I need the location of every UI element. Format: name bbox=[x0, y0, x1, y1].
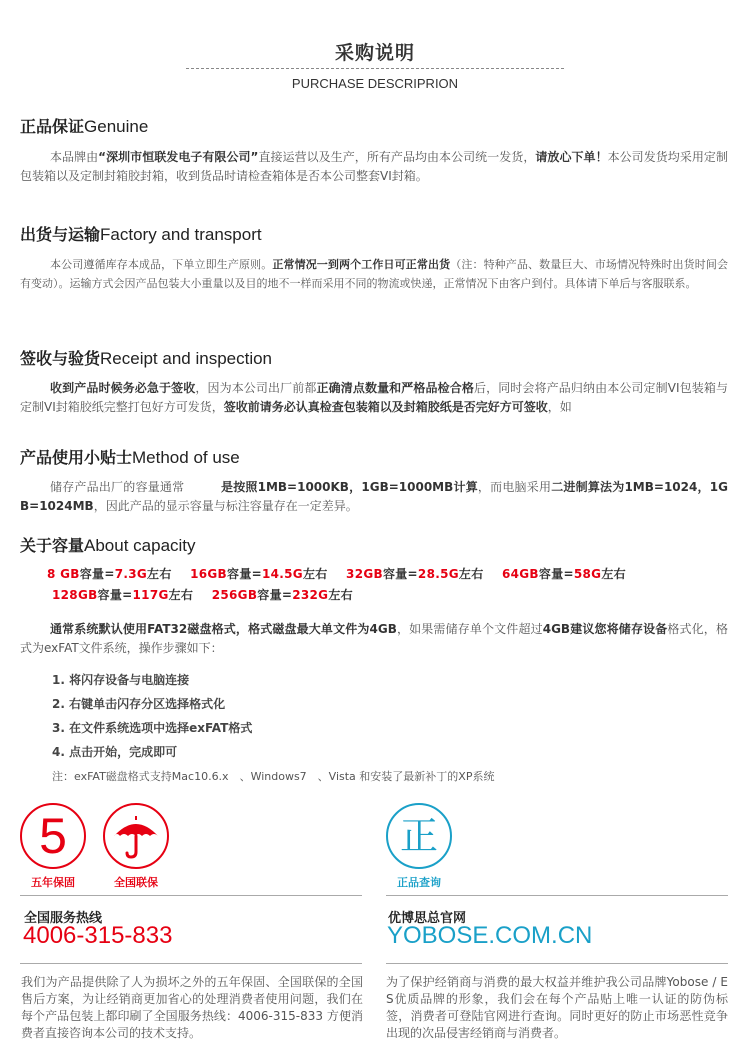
section-title-transport bbox=[20, 222, 262, 245]
text-bold: 通常系统默认使用FAT32磁盘格式，格式磁盘最大单文件为4GB bbox=[50, 622, 397, 636]
capacity-suffix: 左右 bbox=[302, 567, 328, 581]
section-title-cn: 正品保证 bbox=[20, 117, 85, 136]
page-subtitle: PURCHASE DESCRIPRION bbox=[291, 76, 459, 91]
genuine-check-badge bbox=[386, 803, 452, 869]
text-segment: 本公司遵循库存本成品，下单立即生产原则。 bbox=[50, 258, 273, 271]
capacity-size: 16GB bbox=[190, 567, 228, 581]
capacity-value: 7.3G bbox=[114, 567, 148, 581]
capacity-value: 58G bbox=[573, 567, 602, 581]
nationwide-badge bbox=[103, 803, 169, 869]
site-description: 为了保护经销商与消费的最大权益并维护我公司品牌Yobose / ES优质品牌的形象，我们会在每个产品贴上唯一认证的防伪标签，消费者可登陆官网进行查询。同时更好的防止市场恶性竞争出现的次品侵害经销商与消费者。 bbox=[386, 975, 728, 1040]
capacity-size: 32GB bbox=[346, 567, 383, 581]
capacity-suffix: 左右 bbox=[147, 567, 172, 581]
capacity-item bbox=[212, 588, 353, 602]
section-title-en: Receipt and inspection bbox=[100, 349, 273, 368]
text-bold: 二进制算法为1MB=1024，1GB=1024MB bbox=[20, 480, 728, 513]
section-title-en: Method of use bbox=[132, 448, 240, 467]
text-bold: 签收前请务必认真检查包装箱以及封箱胶纸是否完好方可签收 bbox=[223, 400, 548, 414]
capacity-label: 容量= bbox=[538, 567, 574, 581]
footer-divider-left-2 bbox=[20, 963, 362, 964]
capacity-value: 232G bbox=[292, 588, 329, 602]
text-segment: 本品牌由 bbox=[50, 150, 99, 164]
section-title-cn: 关于容量 bbox=[20, 536, 85, 555]
section-title-receipt bbox=[20, 346, 272, 369]
text-bold: 请放心下单！ bbox=[535, 150, 608, 164]
capacity-size: 128GB bbox=[52, 588, 98, 602]
capacity-row-1 bbox=[47, 565, 640, 582]
site-url-link[interactable]: YOBOSE.COM.CN bbox=[387, 922, 593, 949]
section-title-en: Factory and transport bbox=[100, 225, 262, 244]
section-title-cn: 签收与验货 bbox=[20, 349, 101, 368]
capacity-item bbox=[52, 588, 193, 602]
receipt-paragraph bbox=[20, 379, 728, 417]
capacity-label: 容量= bbox=[257, 588, 293, 602]
hotline-number[interactable]: 4006-315-833 bbox=[23, 922, 173, 949]
genuine-char: 正 bbox=[399, 814, 438, 858]
text-segment: 直接运营以及生产，所有产品均由本公司统一发货， bbox=[258, 150, 536, 164]
capacity-label: 容量= bbox=[79, 567, 115, 581]
text-segment: ，如果需储存单个文件超过 bbox=[396, 622, 543, 636]
section-title-cn: 出货与运输 bbox=[20, 225, 101, 244]
text-segment: 储存产品出厂的容量通常 bbox=[50, 480, 185, 494]
capacity-suffix: 左右 bbox=[601, 567, 626, 581]
footer-divider-left bbox=[20, 895, 362, 896]
page-title: 采购说明 bbox=[334, 42, 415, 64]
section-title-en: About capacity bbox=[84, 536, 196, 555]
text-segment: 格式化，格式为exFAT文件系统，操作步骤如下： bbox=[20, 622, 728, 655]
warranty-badge bbox=[20, 803, 86, 869]
footer-divider-right-2 bbox=[386, 963, 728, 964]
list-item: 1. 将闪存设备与电脑连接 bbox=[52, 673, 190, 687]
list-item: 3. 在文件系统选项中选择exFAT格式 bbox=[52, 721, 253, 735]
text-segment: 本公司发货均采用定制包装箱以及定制封箱胶封箱，收到货品时请检查箱体是否本公司整套VI封箱。 bbox=[20, 150, 728, 183]
genuine-paragraph bbox=[20, 148, 728, 186]
company-name: “深圳市恒联发电子有限公司” bbox=[98, 150, 259, 164]
text-bold: 收到产品时候务必急于签收 bbox=[50, 381, 196, 395]
capacity-value: 14.5G bbox=[261, 567, 303, 581]
fat32-paragraph bbox=[20, 620, 728, 658]
capacity-value: 28.5G bbox=[417, 567, 459, 581]
title-dash-divider bbox=[186, 68, 564, 69]
capacity-item bbox=[47, 567, 172, 581]
capacity-label: 容量= bbox=[227, 567, 262, 581]
capacity-item bbox=[190, 567, 327, 581]
genuine-check-label: 正品查询 bbox=[397, 876, 441, 889]
capacity-row-2 bbox=[52, 586, 367, 603]
section-title-en: Genuine bbox=[84, 117, 149, 136]
capacity-label: 容量= bbox=[382, 567, 418, 581]
capacity-size: 8 GB bbox=[47, 567, 80, 581]
section-title-cn: 产品使用小贴士 bbox=[20, 448, 133, 467]
section-title-capacity bbox=[20, 533, 196, 556]
method-paragraph bbox=[20, 478, 728, 516]
text-gap bbox=[184, 480, 221, 494]
warranty-label: 五年保固 bbox=[31, 876, 75, 889]
exfat-note: 注：exFAT磁盘格式支持Mac10.6.x 、Windows7 、Vista 和安装了最新补丁的XP系统 bbox=[52, 770, 495, 783]
list-item: 4. 点击开始，完成即可 bbox=[52, 745, 178, 759]
text-bold: 正常情况一到两个工作日可正常出货 bbox=[272, 258, 451, 271]
section-title-method bbox=[20, 445, 240, 468]
capacity-suffix: 左右 bbox=[328, 588, 353, 602]
text-segment: 后，同时会将产品归纳由本公司定制VI包装箱与定制VI封箱胶纸完整打包好方可发货， bbox=[20, 381, 728, 414]
capacity-label: 容量= bbox=[97, 588, 133, 602]
text-segment: ，因为本公司出厂前都 bbox=[195, 381, 317, 395]
list-item: 2. 右键单击闪存分区选择格式化 bbox=[52, 697, 226, 711]
text-bold: 正确清点数量和严格品检合格 bbox=[316, 381, 474, 395]
footer-divider-right bbox=[386, 895, 728, 896]
warranty-number: 5 bbox=[39, 808, 67, 864]
nationwide-label: 全国联保 bbox=[114, 876, 158, 889]
text-bold: 4GB建议您将储存设备 bbox=[542, 622, 668, 636]
hotline-description: 我们为产品提供除了人为损坏之外的五年保固、全国联保的全国售后方案，为让经销商更加省心的处理消费者使用问题，我们在每个产品包装上都印刷了全国服务热线：4006-315-833 方便消费者直接咨询本公司的技术支持。 bbox=[21, 975, 363, 1040]
umbrella-icon bbox=[110, 810, 162, 862]
section-title-genuine bbox=[20, 114, 148, 137]
format-steps-list bbox=[52, 668, 252, 764]
text-segment: ，而电脑采用 bbox=[477, 480, 552, 494]
transport-paragraph bbox=[20, 255, 728, 293]
text-segment: ，如 bbox=[547, 400, 572, 414]
capacity-size: 256GB bbox=[211, 588, 258, 602]
capacity-item bbox=[346, 567, 483, 581]
text-segment: ，因此产品的显示容量与标注容量存在一定差异。 bbox=[93, 499, 358, 513]
hotline-label: 全国服务热线 bbox=[24, 911, 103, 926]
capacity-size: 64GB bbox=[501, 567, 539, 581]
site-label: 优博思总官网 bbox=[388, 911, 467, 926]
capacity-suffix: 左右 bbox=[458, 567, 484, 581]
capacity-value: 117G bbox=[132, 588, 169, 602]
text-bold: 是按照1MB=1000KB，1GB=1000MB计算 bbox=[220, 480, 478, 494]
capacity-suffix: 左右 bbox=[168, 588, 194, 602]
text-segment: （注：特种产品、数量巨大、市场情况特殊时出货时间会有变动）。运输方式会因产品包装大小重量以及目的地不一样而采用不同的物流或快递，正常情况下由客户到付。具体请下单后与客服联系。 bbox=[20, 258, 729, 290]
capacity-item bbox=[502, 567, 626, 581]
